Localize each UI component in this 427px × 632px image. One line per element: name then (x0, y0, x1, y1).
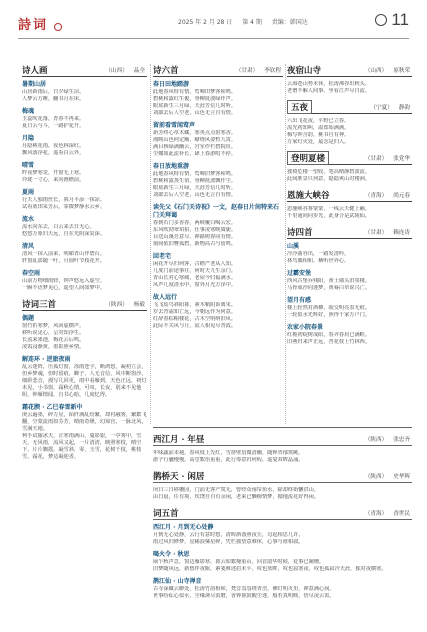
section-title: 词五首 (153, 508, 179, 519)
author-location: （宁夏） (370, 104, 393, 111)
poem-section (153, 432, 412, 464)
poem-line: 此地春风特有情，莺啼旧梦客和鸣。 (153, 171, 237, 177)
section-heading (287, 188, 412, 202)
section-heading (287, 100, 412, 114)
poem-line: 林鸟偶相和，栖听世外心。 (287, 258, 350, 264)
poem-line: 柯手试羅冰天，正寒雨满山，蔓影银，一亭雾中，雪天，无风雨，流风又起，一片清清，映照寒枝，晴空下，片片飘摇，凝雪斜，零，玉雪，花树千枝，桃枝雪，霜花，梦边凝迎香。 (22, 433, 142, 460)
author-location: （山西） (364, 67, 388, 74)
poem-title: 鹊江仙 · 山寺禅音 (153, 578, 202, 585)
author-location: （陕西） (105, 301, 128, 308)
poem (153, 450, 412, 464)
poem-section (287, 100, 412, 146)
poem-line: 此间胜景只何意，隐隐爽山对楼洲。 (287, 176, 371, 182)
poem-line: 流水向东去，白云来去日无心。 (22, 224, 95, 230)
poem (153, 294, 283, 330)
column-right (287, 63, 412, 418)
poem-line: 刘郎去后人空老，山色无言自有情。 (153, 110, 237, 116)
poem (22, 315, 147, 351)
issue-number: 第 4 期 (242, 19, 262, 26)
section-author (365, 154, 412, 162)
poem (153, 122, 283, 158)
poem-line: 红栀初绽树成阳，春齐春肩已满畦。 (287, 332, 371, 338)
section-heading (153, 506, 412, 520)
poem-title: 故人远行 (153, 294, 178, 301)
poem-line: 游子行囊慢慢，高堂絮语重重，此行筹意归何程，遥宴双眸晶涌。 (153, 457, 304, 463)
poem-title: 望月有感 (287, 297, 312, 304)
poem (153, 81, 283, 117)
poem-line: 人梦云方睡，翻书月在床。 (22, 96, 85, 102)
poem-line: 飘风落浮花，遥看白云外。 (22, 150, 85, 156)
author-name: 香世民 (393, 510, 410, 517)
poem-line: 刻间依旧瞥孤碧，新物高古与留鸣。 (153, 241, 237, 247)
header-divider (18, 38, 409, 39)
section-title: 鹊桥天 · 闲居 (153, 471, 205, 482)
poem-line: 岁去青霜知亡远，今朝远作为何意。 (153, 309, 237, 315)
poem-section (153, 63, 283, 330)
author-location: （甘肃） (235, 67, 259, 74)
poem-section (22, 297, 147, 461)
poem (22, 356, 147, 399)
poem-title: 过霸安堡 (287, 270, 312, 277)
poem-title: 回老宅 (153, 253, 172, 260)
poem-section (153, 506, 412, 600)
poem (22, 216, 147, 238)
poem-line: 旧梦随风远，新愁伴夜眠，素笺难述眉未平，叹也蓝眸，叹也寂寒夜，叹也孤寂冷天涯，独对夜横寒。 (153, 566, 387, 572)
poem (22, 243, 147, 265)
section-author (365, 66, 412, 74)
poem (153, 578, 412, 600)
poem-title: 流水 (22, 216, 35, 223)
poem-line: 夏日云与斗，一路护花开。 (22, 123, 85, 129)
section-heading (153, 63, 283, 77)
poem-line: 万家灯火处，最念是归人。 (287, 139, 350, 145)
poem-line: 眼底新生三月绿，天涯芳信几时听。 (153, 103, 237, 109)
column-left (22, 63, 147, 619)
author-location: （甘肃） (364, 229, 388, 236)
section-author (370, 103, 412, 111)
poem-line: 玉蕊吹花落，青春不再来。 (22, 116, 85, 122)
poem-line: 闹乍秋声急，窗边雁影寒，暮云如絮掩重山，回首韶华时候，花事已阑珊。 (153, 559, 325, 565)
poem-line: 悠悠万象归天远，自在光阴深复深。 (22, 231, 106, 237)
column-divider (285, 64, 286, 424)
poem-line: 飞飞瑶鸟斜阳暮，素木鞘阴诉离朱。 (153, 302, 237, 308)
poem-line: 春到石门多香春，两峡覆白喝云宏。 (153, 220, 237, 226)
poem-line: 玲珑一寸心，来向画檐前。 (22, 177, 85, 183)
poem-line: 轩窗乱影随一叶，月圆叶节枝花开。 (22, 258, 106, 264)
poem-line: 由日晨，任有境，坎饶自自有余闲，老来已懒痴情梦，抛地流花好得闲。 (153, 494, 320, 500)
poem (287, 81, 412, 95)
poem-line: 老僧不解人间事，坐看江声尽日流。 (287, 88, 371, 94)
poem (153, 204, 283, 248)
section-author (365, 191, 412, 199)
poem (287, 169, 412, 183)
section-author (365, 228, 412, 236)
poem-section (287, 225, 412, 346)
poem-line: 红辞春棕帽楼花，古木空明纳旧风。 (153, 316, 237, 322)
poem (153, 551, 412, 573)
section-author (105, 66, 147, 74)
poem-line: 恩施峡谷雾蒙蒙，一线云天健上巅。 (287, 206, 371, 212)
poem-line: 世事纷纭心似水，尘缘斋尽消磨，香钟暮鼓醒尘迷，般若真明映，悟尽凌云霄。 (153, 593, 335, 599)
author-location: （陕西） (364, 473, 388, 480)
section-author (365, 435, 412, 443)
poem (287, 118, 412, 146)
author-location: （青海） (364, 510, 388, 517)
poem-line: 行天人独雨丝长，暮月平添一抹凉。 (22, 197, 106, 203)
poem-title: 霜花腴 · 乙巳春雪新中 (22, 404, 83, 411)
poem (287, 243, 412, 265)
section-title: 夜宿山寺 (287, 65, 322, 76)
author-location: （青海） (364, 192, 388, 199)
author-name: 李钦程 (264, 67, 281, 74)
poem (22, 81, 147, 103)
poem-line: 东风吹彻翠珀拍，仕事凌寒映旖旎。 (153, 227, 237, 233)
poem-line: 年味蔬前未褪，春风枝上先红，雪挤壁眉微清幽，随释青郁筑眺。 (153, 450, 304, 456)
poem (287, 324, 412, 346)
poem (153, 163, 283, 199)
poem (153, 487, 412, 501)
poem-line: 山前万物细雨轻，钟声悠远入虚空。 (22, 278, 106, 284)
poem-title: 农家小院春景 (287, 324, 324, 331)
author-name: 尚元春 (393, 192, 410, 199)
section-title: 登明夏楼 (287, 151, 329, 165)
poem-title: 暑期山居 (22, 81, 47, 88)
page-number: 11 (391, 10, 409, 29)
poem-line: 千里通间同步光，此身合是武陵仙。 (287, 213, 371, 219)
author-name: 赖连涛 (393, 229, 410, 236)
poem (22, 189, 147, 211)
author-name: 张党华 (393, 155, 410, 162)
poem-section (153, 469, 412, 501)
poem-line: 古寺深藏云缈处，松涛竹韵相和，梵音袅袅绕青峦，佛灯明灭里，禅意满心间。 (153, 586, 335, 592)
poem-line: 雨过风归修梦，星稀浪愫星碎，凭栏独望意难休，心事与谁相叙。 (153, 539, 304, 545)
editor-credit: 责编：韩国达 (271, 19, 308, 26)
poem (22, 135, 147, 157)
section-heading (153, 432, 412, 446)
poem-line: 梅写钟含韵，桃书自有神。 (287, 132, 350, 138)
issue-meta (178, 17, 316, 26)
section-heading (153, 469, 412, 483)
poem-line: 闲花开尽归何客，古檐严老从人知。 (153, 261, 237, 267)
section-title: 诗人画 (22, 65, 48, 76)
author-location: （甘肃） (364, 155, 388, 162)
poem-line: 碧桃和露红生俊，垂柳抚波绿作声。 (153, 96, 237, 102)
poem-line: 长流来墨池，梅花云后鸣。 (22, 337, 85, 343)
poem-line: 闭日三日移栅园，门前无客产寞无，曾经众南帘鱼水，除却终街懒洪山。 (153, 487, 320, 493)
poem-title: 月隐 (22, 135, 35, 142)
poem-title: 山溪 (287, 243, 300, 250)
section-title: 诗六首 (153, 65, 179, 76)
poem-line: 窗竹折寒梦，风回虚横声。 (22, 323, 85, 329)
page-header (0, 0, 427, 40)
poem-line: 眼底新生三月绿，天涯芳信几时听。 (153, 185, 237, 191)
poem (287, 270, 412, 292)
poem-line: 青山长对心寒痛，老屋今归福满水。 (153, 275, 237, 281)
poem-line: 月隐桃花雨，夜色林深红。 (22, 143, 85, 149)
poem-line: 尘娜如此流补长，肆上春游唱不停。 (153, 151, 237, 157)
poem-line: 新芳终心草木藏，寒英点点射寒香。 (153, 130, 237, 136)
poem-title: 西江月 · 月到无心处静 (153, 524, 214, 531)
poem-line: 乱云迷阵，压孤灯窗，冻雨苍宇，断鸿悠，凝初立会，但乡梦魂，但时留痕，蝉子，人无音信，风中断窗沙，细聆悲音，漫写几回更，雨中看雁到，天色正远，初灯未见，小书窗，霜秋心情，可叹，长夜，别来不见他阻，钟雁情闻，自书心暗，几度忆得。 (22, 364, 147, 398)
poem-section (287, 151, 412, 183)
section-title: 恩施大峡谷 (287, 190, 330, 201)
poem-line: 旧燕归来声正远，杏花枝上竹林西。 (287, 339, 371, 345)
poem-line: 移听说见心，呈对知浮生。 (22, 330, 85, 336)
section-author (365, 472, 412, 480)
column-divider (150, 64, 151, 424)
poem (287, 297, 412, 319)
poem-line: 独倚危楼一望收，笔高晴静碧波流。 (287, 169, 371, 175)
bottom-divider (153, 427, 412, 428)
poem-title: 晴雪 (22, 162, 35, 169)
poem-section (22, 63, 147, 292)
author-location: （陕西） (364, 436, 388, 443)
poem (153, 253, 283, 289)
poem-title: 清风 (22, 243, 35, 250)
section-author (236, 66, 283, 74)
poem-line: 山居新雨后，日夕绿生凉。 (22, 89, 85, 95)
poem-line: 云海苍山势未休，松涛沸谷出秋头。 (287, 81, 371, 87)
poem-title: 梅魂 (22, 108, 35, 115)
poem-section (287, 63, 412, 95)
poem-line: 楼上轮然对酒樽，皎交明亮表无痕。 (287, 305, 371, 311)
issue-date: 2025 年 2 月 28 日 (178, 19, 233, 26)
section-author (365, 509, 412, 517)
section-heading (287, 63, 412, 77)
poem-line: 庚云遍墨，碎万星，陌阡满乱纷繁，却衬融雾，繁絮飞翻，空蒙流雨如芬芳，晴雨奇隆，幻琼宫，一脉北风，雪满天地。 (22, 412, 147, 432)
poem-title: 春日田地踏游 (153, 81, 190, 88)
poem-title: 春空雨 (22, 270, 41, 277)
poem-title: 读先父《石门关诗祝》一文，赵春日片间特来石门关拜谒 (153, 204, 280, 219)
section-heading (22, 297, 147, 311)
author-name: 原秋荣 (393, 67, 410, 74)
poem (22, 270, 147, 292)
poem-line: 西风古堡乔残阳，黄土墙头旧垒楼。 (287, 278, 371, 284)
section-title: 诗四首 (287, 227, 313, 238)
poem-line: 六出飞花夜，平野已立春。 (287, 118, 350, 124)
poem-title: 解连环 · 逆旅夜雨 (22, 356, 71, 363)
section-author (105, 300, 147, 308)
poem-title: 夏雨 (22, 189, 35, 196)
poem-title: 留前看雪闻莺声 (153, 122, 196, 129)
poem-line: 风声几度清水中，窗外月光万泽中。 (153, 282, 237, 288)
poem-line: 一轮似水光辉好，照得千家万户门。 (287, 312, 371, 318)
section-title: 诗词三首 (22, 299, 57, 310)
poem-section (287, 188, 412, 220)
publication-logo: 詩词 (18, 14, 48, 33)
section-heading (287, 225, 412, 239)
author-name: 静韵 (398, 104, 410, 111)
poem-line: 此地春风特有情，莺啼田梦客和鸣。 (153, 89, 237, 95)
author-name: 杨毅 (133, 301, 145, 308)
poem (287, 206, 412, 220)
section-heading (287, 151, 412, 165)
poem (153, 524, 412, 546)
author-name: 史华辉 (393, 473, 410, 480)
section-title: 五夜 (287, 100, 312, 114)
poem-line: 清风一抹入前来，明媚青山伴碧台。 (22, 251, 106, 257)
poem-line: 满目核绿满幽云，宫室作栏碧院垣。 (153, 144, 237, 150)
poem-line: 漫映山色何定额，缭绕风姿暂九霄。 (153, 137, 237, 143)
section-heading (22, 63, 147, 77)
poem (22, 404, 147, 461)
column-middle (153, 63, 283, 418)
section-title: 西江月 · 年昼 (153, 434, 205, 445)
poem-line: 冷冷曲谷出，一路发清吟。 (287, 251, 350, 257)
poem (22, 162, 147, 184)
poem-line: 刘郎去后人空老，山色无言自有情。 (153, 192, 237, 198)
poem-line: 流光初知叫，温郑始满满。 (287, 125, 350, 131)
poem-line: 昨夜梦寒觉，开窗无上寒。 (22, 170, 85, 176)
poem (22, 108, 147, 130)
author-name: 晶全 (133, 67, 145, 74)
poem-title: 春日放地重游 (153, 163, 190, 170)
poem-line: 碧桃和露蒸生俏，垂柳抚波飘作尘。 (153, 178, 237, 184)
poem-line: 几度门前途事往，何时天九生余门。 (153, 268, 237, 274)
poem-line: 此际不关风与月，寂人相见尽青霞。 (153, 323, 237, 329)
poem-line: 凌霞浸渐黄，墨影照乡情。 (22, 344, 85, 350)
poem-title: 喝火令 · 秋思 (153, 551, 190, 558)
poem-line: 马骨成沙同迷梦，黄蓦白草说兴亡。 (287, 285, 371, 291)
poem-line: 试看蓝田采芳后，霏微梦静水云乡。 (22, 204, 106, 210)
author-name: 张忠齐 (393, 436, 410, 443)
poem-title: 偶题 (22, 315, 35, 322)
bottom-block (153, 432, 412, 622)
poem-line: 一瞬不语梦见心，遥望人间如梦中。 (22, 285, 106, 291)
author-location: （山西） (105, 67, 128, 74)
poem-line: 目送山溪芳意尽，禅路树春同有情。 (153, 234, 237, 240)
poem-line: 月到无心处静，云行有意时悠，清晖洒落照夜丘，勾起相思几许。 (153, 532, 304, 538)
